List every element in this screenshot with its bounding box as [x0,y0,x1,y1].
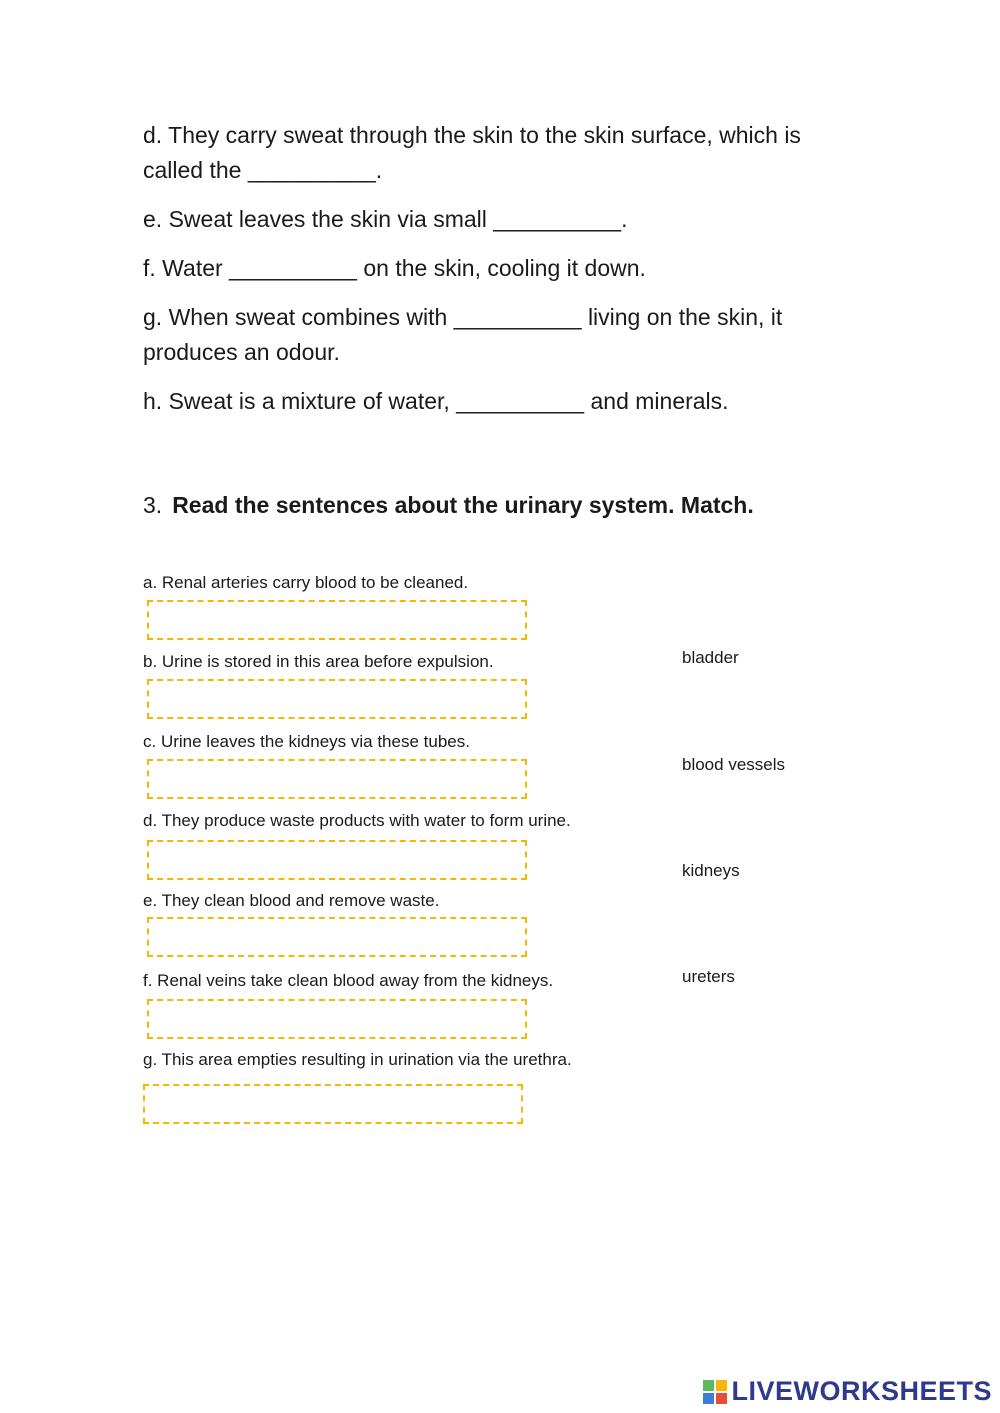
word-kidneys[interactable]: kidneys [682,861,740,880]
fill-in-g-line1: g. When sweat combines with __________ living on the skin, it [143,304,783,330]
section-3-heading [143,488,754,523]
word-bladder[interactable]: bladder [682,648,739,667]
logo-text: LIVEWORKSHEETS [731,1376,992,1406]
answer-box-g[interactable] [143,1084,523,1124]
section-number: 3. [143,492,163,518]
fill-in-d [143,118,863,188]
fill-in-f-line1: f. Water __________ on the skin, cooling it down. [143,255,646,281]
fill-in-d-line1: d. They carry sweat through the skin to the skin surface, which is [143,122,801,148]
answer-box-e[interactable] [147,917,527,957]
match-sentence-a: a. Renal arteries carry blood to be cleaned. [143,573,469,592]
match-sentence-b: b. Urine is stored in this area before expulsion. [143,652,494,671]
section-title: Read the sentences about the urinary system. Match. [172,492,754,518]
fill-in-g [143,300,863,370]
word-ureters[interactable]: ureters [682,967,735,986]
word-blood-vessels[interactable]: blood vessels [682,755,786,774]
answer-box-b[interactable] [147,679,527,719]
answer-box-f[interactable] [147,999,527,1039]
liveworksheets-logo-icon [703,1380,727,1404]
answer-box-a[interactable] [147,600,527,640]
answer-box-d[interactable] [147,840,527,880]
match-sentence-d: d. They produce waste products with water to form urine. [143,811,571,830]
match-sentence-e: e. They clean blood and remove waste. [143,891,440,910]
fill-in-h [143,384,863,419]
fill-in-e-line1: e. Sweat leaves the skin via small __________. [143,206,628,232]
fill-in-f [143,251,863,286]
fill-in-h-line1: h. Sweat is a mixture of water, __________ and minerals. [143,388,729,414]
answer-box-c[interactable] [147,759,527,799]
match-sentence-c: c. Urine leaves the kidneys via these tubes. [143,732,470,751]
fill-in-d-line2: called the __________. [143,157,383,183]
liveworksheets-logo [703,1376,992,1407]
match-sentence-f: f. Renal veins take clean blood away from the kidneys. [143,971,554,990]
fill-in-e [143,202,863,237]
fill-in-g-line2: produces an odour. [143,339,340,365]
match-sentence-g: g. This area empties resulting in urination via the urethra. [143,1050,572,1069]
